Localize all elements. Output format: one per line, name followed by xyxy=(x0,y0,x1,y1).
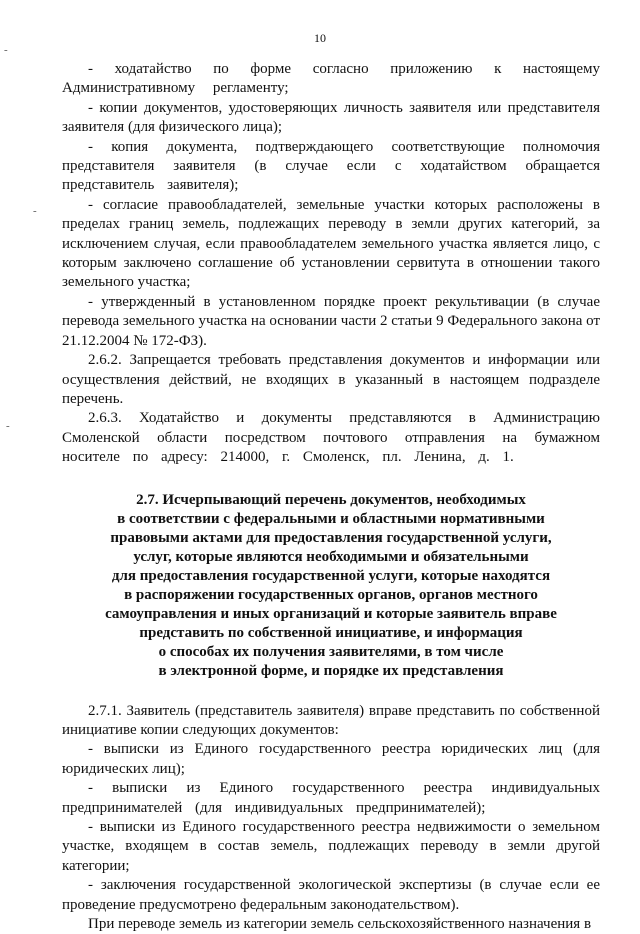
heading-line: представить по собственной инициативе, и информация xyxy=(139,624,523,641)
list-item-authority-document: - копия документа, подтверждающего соответствующие полномочия представителя заявителя (в случае если с ходатайством обращается представитель заявителя); xyxy=(62,138,600,194)
heading-line: самоуправления и иных организаций и которые заявитель вправе xyxy=(105,605,557,622)
heading-line: для предоставления государственной услуги, которые находятся xyxy=(111,567,551,584)
document-body xyxy=(62,60,600,934)
paragraph-2-7-1: 2.7.1. Заявитель (представитель заявителя) вправе представить по собственной инициативе копии следующих документов: xyxy=(62,702,600,738)
paragraph-2-6-2: 2.6.2. Запрещается требовать представления документов и информации или осуществления действий, не входящих в указанный в настоящем подразделе перечень. xyxy=(62,352,600,407)
page-number: 10 xyxy=(314,31,326,45)
list-item-petition: - ходатайство по форме согласно приложению к настоящему Административному регламенту; xyxy=(62,61,600,97)
heading-line: в распоряжении государственных органов, органов местного xyxy=(124,586,538,603)
heading-line: услуг, которые являются необходимыми и обязательными xyxy=(133,548,529,565)
margin-mark: - xyxy=(6,420,10,432)
heading-line: в соответствии с федеральными и областными нормативными xyxy=(117,510,545,527)
list-item-ecological-expertise: - заключения государственной экологической экспертизы (в случае если ее проведение предусмотрено федеральным законодательством). xyxy=(62,877,600,913)
list-item-real-estate-extract: - выписки из Единого государственного реестра недвижимости о земельном участке, входящем в состав земель, подлежащих переводу в земли другой категории; xyxy=(62,818,600,874)
paragraph-agricultural-land: При переводе земель из категории земель сельскохозяйственного назначения в xyxy=(88,916,592,932)
heading-line: в электронной форме, и порядке их представления xyxy=(158,662,504,679)
list-item-reclamation-project: - утвержденный в установленном порядке проект рекультивации (в случае перевода земельного участка на основании части 2 статьи 9 Федерального закона от 21.12.2004 № 172-ФЗ). xyxy=(62,293,601,349)
heading-line: 2.7. Исчерпывающий перечень документов, необходимых xyxy=(136,491,526,508)
list-item-identity-copies: - копии документов, удостоверяющих личность заявителя или представителя заявителя (для физического лица); xyxy=(62,99,600,136)
heading-line: правовыми актами для предоставления государственной услуги, xyxy=(110,529,552,546)
margin-mark: - xyxy=(33,205,37,217)
section-heading-2-7 xyxy=(62,491,600,681)
margin-mark: - xyxy=(4,44,8,56)
list-item-legal-entities-extract: - выписки из Единого государственного реестра юридических лиц (для юридических лиц); xyxy=(62,741,600,777)
list-item-owner-consent: - согласие правообладателей, земельные участки которых расположены в пределах границ земель, подлежащих переводу в земли других категорий, за исключением случая, если правообладателем земельного участка является лицо, с которым заключено соглашение об установлении сервитута в отношении такого земельного участка; xyxy=(62,196,600,291)
heading-line: о способах их получения заявителями, в том числе xyxy=(158,643,504,660)
paragraph-2-6-3: 2.6.3. Ходатайство и документы представляются в Администрацию Смоленской области посредством почтового отправления на бумажном носителе по адресу: 214000, г. Смоленск, пл. Ленина, д. 1. xyxy=(62,410,600,466)
list-item-entrepreneurs-extract: - выписки из Единого государственного реестра индивидуальных предпринимателей (для индивидуальных предпринимателей); xyxy=(62,780,600,816)
